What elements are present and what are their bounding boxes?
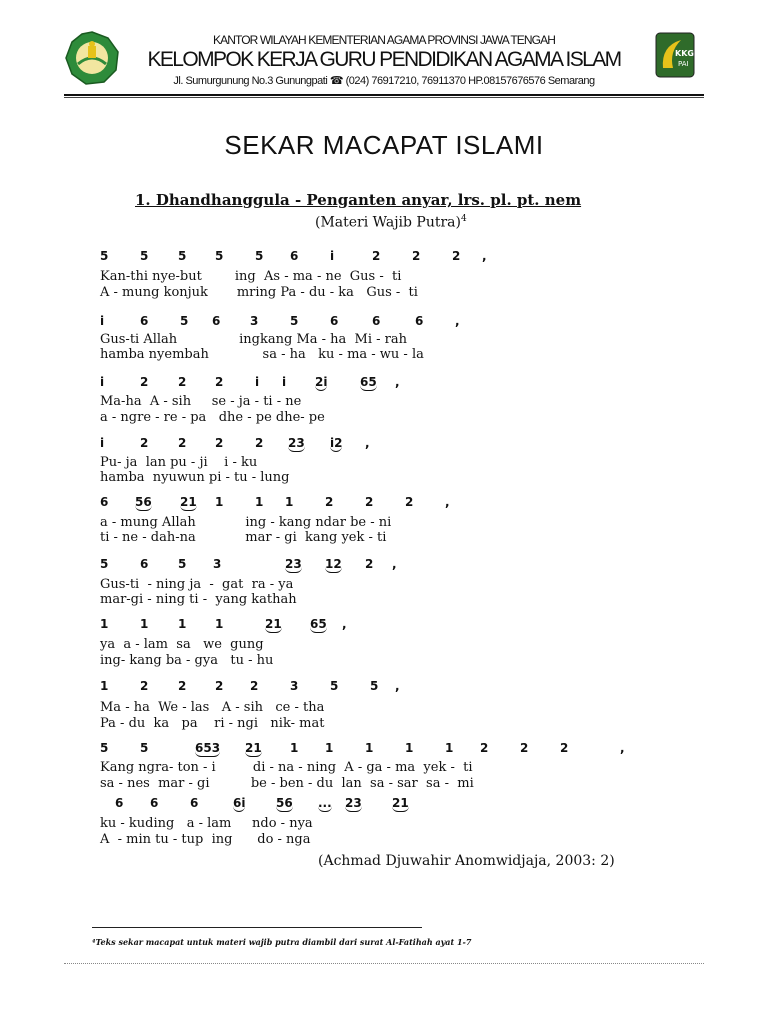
lyric-line-second: a - ngre - re - pa dhe - pe dhe- pe [100, 410, 325, 425]
note: i [282, 375, 287, 389]
notation-row [100, 741, 680, 757]
note: 65 [360, 375, 377, 389]
note: 2 [405, 495, 414, 509]
note: 6 [330, 314, 339, 328]
note: 1 [325, 741, 334, 755]
song-subheading: (Materi Wajib Putra)$^4$ [315, 214, 467, 231]
note: 21 [392, 796, 409, 810]
note: 23 [345, 796, 362, 810]
note: 21 [245, 741, 262, 755]
lyric-line-second: sa - nes mar - gi be - ben - du lan sa - sar sa - mi [100, 776, 474, 791]
note: 21 [265, 617, 282, 631]
lyric-line-second: hamba nyuwun pi - tu - lung [100, 470, 290, 485]
note: ... [318, 796, 332, 810]
note: 5 [178, 557, 187, 571]
note: 1 [100, 679, 109, 693]
note: , [342, 617, 347, 631]
notation-row [100, 495, 680, 511]
note: i [330, 249, 335, 263]
page-bottom-dotted-line [64, 963, 704, 964]
note: i [100, 314, 105, 328]
note: 5 [100, 249, 109, 263]
footnote-marker: 4 [461, 214, 467, 224]
note: 2 [215, 679, 224, 693]
note: 1 [100, 617, 109, 631]
note: 5 [330, 679, 339, 693]
note: , [445, 495, 450, 509]
lyric-line-second: hamba nyembah sa - ha ku - ma - wu - la [100, 347, 424, 362]
note: 6 [100, 495, 109, 509]
footnote: ⁴Teks sekar macapat untuk materi wajib putra diambil dari surat Al-Fatihah ayat 1-7 [92, 937, 472, 947]
song-heading: 1. Dhandhanggula - Penganten anyar, lrs. pl. pt. nem [135, 191, 582, 209]
note: 23 [288, 436, 305, 450]
lyric-line-first: Ma-ha A - sih se - ja - ti - ne [100, 394, 302, 409]
notation-row [100, 796, 680, 812]
note: 1 [365, 741, 374, 755]
author-credit: (Achmad Djuwahir Anomwidjaja, 2003: 2) [318, 853, 615, 869]
note: 6 [212, 314, 221, 328]
lyric-line-second: ing- kang ba - gya tu - hu [100, 653, 274, 668]
note: 56 [276, 796, 293, 810]
note: 2 [412, 249, 421, 263]
svg-text:KKG: KKG [675, 49, 694, 58]
note: 2 [560, 741, 569, 755]
header-rule-thick [64, 94, 704, 96]
note: 5 [140, 249, 149, 263]
notation-row [100, 617, 680, 633]
lyric-line-first: Kang ngra- ton - i di - na - ning A - ga - ma yek - ti [100, 760, 473, 775]
note: 2 [255, 436, 264, 450]
note: 1 [285, 495, 294, 509]
note: 3 [213, 557, 222, 571]
note: i2 [330, 436, 343, 450]
note: 1 [140, 617, 149, 631]
note: 1 [255, 495, 264, 509]
note: 6i [233, 796, 246, 810]
note: 6 [150, 796, 159, 810]
note: i [100, 436, 105, 450]
note: 6 [290, 249, 299, 263]
note: 23 [285, 557, 302, 571]
note: 1 [405, 741, 414, 755]
note: 1 [215, 495, 224, 509]
note: 6 [372, 314, 381, 328]
note: 2 [140, 679, 149, 693]
note: 2 [178, 679, 187, 693]
header-rule-thin [64, 97, 704, 98]
note: 2 [520, 741, 529, 755]
note: 2 [178, 436, 187, 450]
kkg-pai-logo [655, 32, 695, 78]
lyric-line-second: Pa - du ka pa ri - ngi nik- mat [100, 716, 325, 731]
lyric-line-first: Ma - ha We - las A - sih ce - tha [100, 700, 325, 715]
note: 3 [250, 314, 259, 328]
notation-row [100, 249, 680, 265]
notation-row [100, 436, 680, 452]
note: , [482, 249, 487, 263]
lyric-line-second: mar-gi - ning ti - yang kathah [100, 592, 297, 607]
group-name: KELOMPOK KERJA GURU PENDIDIKAN AGAMA ISLAM [147, 48, 621, 71]
note: , [395, 375, 400, 389]
notation-row [100, 557, 680, 573]
note: 2i [315, 375, 328, 389]
note: 6 [140, 557, 149, 571]
lyric-line-second: ti - ne - dah-na mar - gi kang yek - ti [100, 530, 387, 545]
notation-row [100, 314, 680, 330]
note: 2 [452, 249, 461, 263]
footnote-rule [92, 927, 422, 928]
lyric-line-first: a - mung Allah ing - kang ndar be - ni [100, 515, 392, 530]
note: 1 [445, 741, 454, 755]
notation-row [100, 679, 680, 695]
note: 2 [140, 375, 149, 389]
note: 5 [100, 741, 109, 755]
note: 2 [178, 375, 187, 389]
note: 1 [215, 617, 224, 631]
lyric-line-second: A - mung konjuk mring Pa - du - ka Gus - ti [100, 285, 418, 300]
note: 5 [255, 249, 264, 263]
note: , [455, 314, 460, 328]
notation-row [100, 375, 680, 391]
note: 2 [480, 741, 489, 755]
note: 2 [365, 557, 374, 571]
note: , [365, 436, 370, 450]
note: 6 [115, 796, 124, 810]
note: 56 [135, 495, 152, 509]
lyric-line-first: Kan-thi nye-but ing As - ma - ne Gus - ti [100, 269, 402, 284]
note: 5 [100, 557, 109, 571]
office-name: KANTOR WILAYAH KEMENTERIAN AGAMA PROVINSI JAWA TENGAH [213, 33, 555, 47]
page-title: SEKAR MACAPAT ISLAMI [224, 130, 544, 160]
lyric-line-first: Gus-ti Allah ingkang Ma - ha Mi - rah [100, 332, 408, 347]
note: 2 [365, 495, 374, 509]
note: 5 [290, 314, 299, 328]
lyric-line-first: ku - kuding a - lam ndo - nya [100, 816, 313, 831]
lyric-line-second: A - min tu - tup ing do - nga [100, 832, 311, 847]
note: 5 [370, 679, 379, 693]
note: 5 [215, 249, 224, 263]
note: 1 [290, 741, 299, 755]
note: i [255, 375, 260, 389]
note: 5 [178, 249, 187, 263]
note: 6 [190, 796, 199, 810]
lyric-line-first: Pu- ja lan pu - ji i - ku [100, 455, 258, 470]
note: i [100, 375, 105, 389]
note: 21 [180, 495, 197, 509]
note: 2 [372, 249, 381, 263]
note: , [395, 679, 400, 693]
note: , [392, 557, 397, 571]
note: 12 [325, 557, 342, 571]
note: 5 [140, 741, 149, 755]
note: 1 [178, 617, 187, 631]
note: 6 [140, 314, 149, 328]
note: 2 [215, 436, 224, 450]
note: 6 [415, 314, 424, 328]
note: 5 [180, 314, 189, 328]
lyric-line-first: ya a - lam sa we gung [100, 637, 264, 652]
note: 2 [325, 495, 334, 509]
note: 653 [195, 741, 221, 755]
lyric-line-first: Gus-ti - ning ja - gat ra - ya [100, 577, 294, 592]
note: 2 [140, 436, 149, 450]
note: 65 [310, 617, 327, 631]
note: 3 [290, 679, 299, 693]
svg-text:PAI: PAI [678, 60, 689, 68]
address-line: Jl. Sumurgunung No.3 Gunungpati ☎ (024) 76917210, 76911370 HP.08157676576 Semarang [173, 75, 595, 87]
note: 2 [215, 375, 224, 389]
note: , [620, 741, 625, 755]
note: 2 [250, 679, 259, 693]
